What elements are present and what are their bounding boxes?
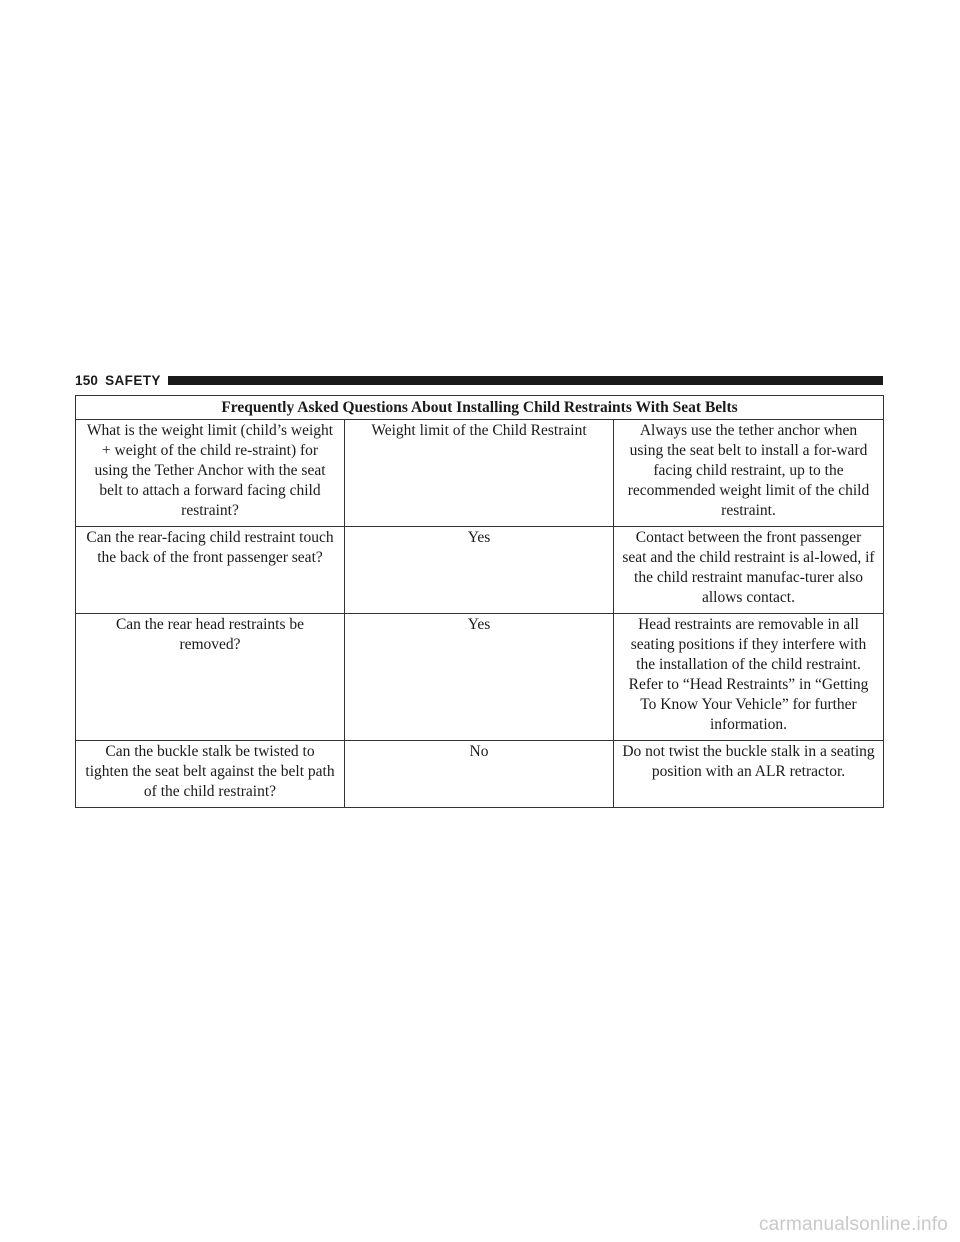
notes-text-reference: Refer to “Head Restraints” in “Getting To Know Your Vehicle” for further information. bbox=[628, 676, 869, 733]
question-cell bbox=[76, 527, 345, 614]
answer-text: Yes bbox=[467, 529, 491, 546]
table-row bbox=[76, 741, 884, 808]
header-rule bbox=[168, 376, 883, 385]
notes-text: Do not twist the buckle stalk in a seating position with an ALR retractor. bbox=[622, 743, 875, 780]
question-cell bbox=[76, 741, 345, 808]
question-text: What is the weight limit (child’s weight + weight of the child re-straint) for using the Tether Anchor with the seat belt to attach a forward facing child restraint? bbox=[86, 422, 334, 519]
section-title: SAFETY bbox=[105, 372, 161, 388]
table-row bbox=[76, 614, 884, 741]
notes-text: Contact between the front passenger seat and the child restraint is al-lowed, if the child restraint manufac-turer also allows contact. bbox=[622, 529, 875, 606]
question-cell bbox=[76, 614, 345, 741]
notes-cell bbox=[614, 527, 884, 614]
question-text: Can the buckle stalk be twisted to tighten the seat belt against the belt path of the child restraint? bbox=[85, 743, 335, 800]
table-row bbox=[76, 420, 884, 527]
answer-text: Yes bbox=[467, 616, 491, 633]
table-title-row bbox=[76, 396, 884, 420]
answer-text: Weight limit of the Child Restraint bbox=[371, 422, 587, 439]
notes-cell bbox=[614, 614, 884, 741]
answer-cell bbox=[345, 420, 614, 527]
page-header bbox=[75, 370, 883, 390]
notes-cell bbox=[614, 420, 884, 527]
answer-cell bbox=[345, 741, 614, 808]
table-title: Frequently Asked Questions About Installing Child Restraints With Seat Belts bbox=[76, 396, 884, 420]
faq-table bbox=[75, 395, 884, 808]
question-text: Can the rear-facing child restraint touch the back of the front passenger seat? bbox=[86, 529, 334, 566]
page-number: 150 bbox=[75, 372, 99, 388]
question-text: Can the rear head restraints be removed? bbox=[115, 616, 305, 653]
answer-cell bbox=[345, 527, 614, 614]
notes-cell bbox=[614, 741, 884, 808]
watermark-link[interactable]: carmanualsonline.info bbox=[758, 1214, 948, 1235]
notes-text: Head restraints are removable in all seating positions if they interfere with the installation of the child restraint. bbox=[630, 616, 867, 673]
answer-text: No bbox=[469, 743, 489, 760]
question-cell bbox=[76, 420, 345, 527]
table-row bbox=[76, 527, 884, 614]
notes-text: Always use the tether anchor when using the seat belt to install a for-ward facing child restraint, up to the recommended weight limit of the child restraint. bbox=[627, 422, 870, 519]
answer-cell bbox=[345, 614, 614, 741]
